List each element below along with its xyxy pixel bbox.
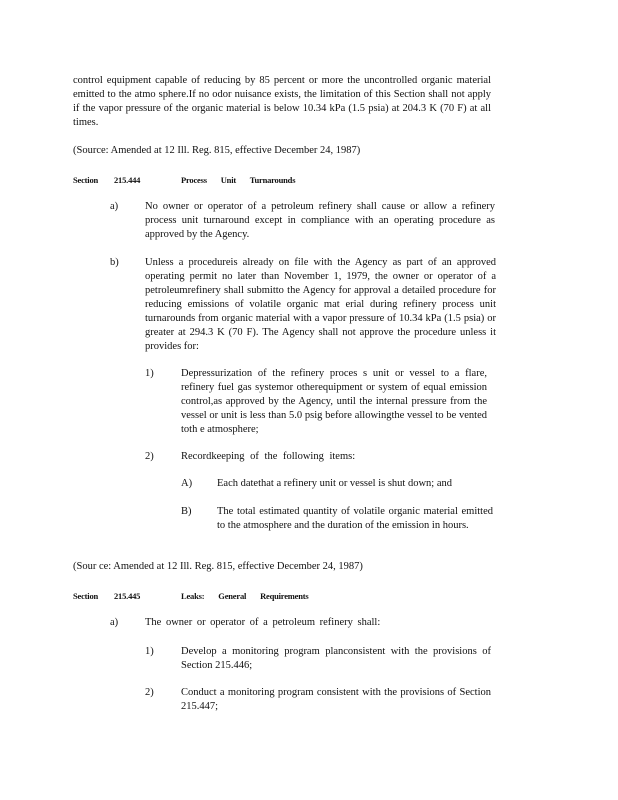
item-a-text: No owner or operator of a petroleum refinery shall cause or allow a refinery process unit turnaround except in compliance with an operating procedure as approved by the Agency. bbox=[145, 201, 495, 240]
item-A-text: Each datethat a refinery unit or vessel is shut down; and bbox=[217, 478, 453, 489]
item-label-a: a) bbox=[110, 617, 119, 628]
item-b-text: Unless a procedureis already on file with the Agency as part of an approved operating permit no later than November 1, 1979, the owner or operator of a petroleumrefinery shall submitto the Agency for approval a detailed procedure for reducing emissions of volatile organic mat erial during refinery process unit turnarounds from organic material with a vapor pressure of 10.34 kPa (1.5 psia) or greater at 294.3 K (70 F). The Agency shall not approve the procedure unless it provides for: bbox=[145, 257, 496, 352]
item-label-b2: 2) bbox=[145, 451, 154, 462]
section-number: 215.445 bbox=[114, 591, 141, 601]
item-label-b: b) bbox=[110, 257, 119, 268]
item-label-a1: 1) bbox=[145, 646, 154, 657]
section-label: Section bbox=[73, 591, 99, 601]
source-note-1: (Source: Amended at 12 Ill. Reg. 815, effective December 24, 1987) bbox=[73, 145, 361, 156]
intro-paragraph: control equipment capable of reducing by 85 percent or more the uncontrolled organic material emitted to the atmo sphere.If no odor nuisance exists, the limitation of this Section shall not apply if the vapor pressure of the organic material is below 10.34 kPa (1.5 psia) at 204.3 K (70 F) at all times. bbox=[73, 75, 491, 128]
item-a2-text: Conduct a monitoring program consistent with the provisions of Section 215.447; bbox=[181, 687, 491, 712]
item-label-a: a) bbox=[110, 201, 119, 212]
section-number: 215.444 bbox=[114, 175, 141, 185]
section-title: Leaks: General Requirements bbox=[181, 591, 309, 601]
section-title: Process Unit Turnarounds bbox=[181, 175, 296, 185]
item-label-A: A) bbox=[181, 478, 193, 489]
source-note-2: (Sour ce: Amended at 12 Ill. Reg. 815, effective December 24, 1987) bbox=[73, 561, 363, 572]
item-b2-text: Recordkeeping of the following items: bbox=[181, 451, 356, 462]
item-b1-text: Depressurization of the refinery proces s unit or vessel to a flare, refinery fuel gas systemor otherequipment or system of equal emission control,as approved by the Agency, until the internal pressure from the vessel or unit is less than 5.0 psig before allowingthe vessel to be vented toth e atmosphere; bbox=[181, 368, 487, 435]
item-label-a2: 2) bbox=[145, 687, 154, 698]
item-B-text: The total estimated quantity of volatile organic material emitted to the atmosphere and the duration of the emission in hours. bbox=[217, 506, 493, 531]
item-label-b1: 1) bbox=[145, 368, 154, 379]
section-label: Section bbox=[73, 175, 99, 185]
item-label-B: B) bbox=[181, 506, 192, 517]
item-a1-text: Develop a monitoring program planconsistent with the provisions of Section 215.446; bbox=[181, 646, 491, 671]
item-a-text: The owner or operator of a petroleum refinery shall: bbox=[145, 617, 381, 628]
